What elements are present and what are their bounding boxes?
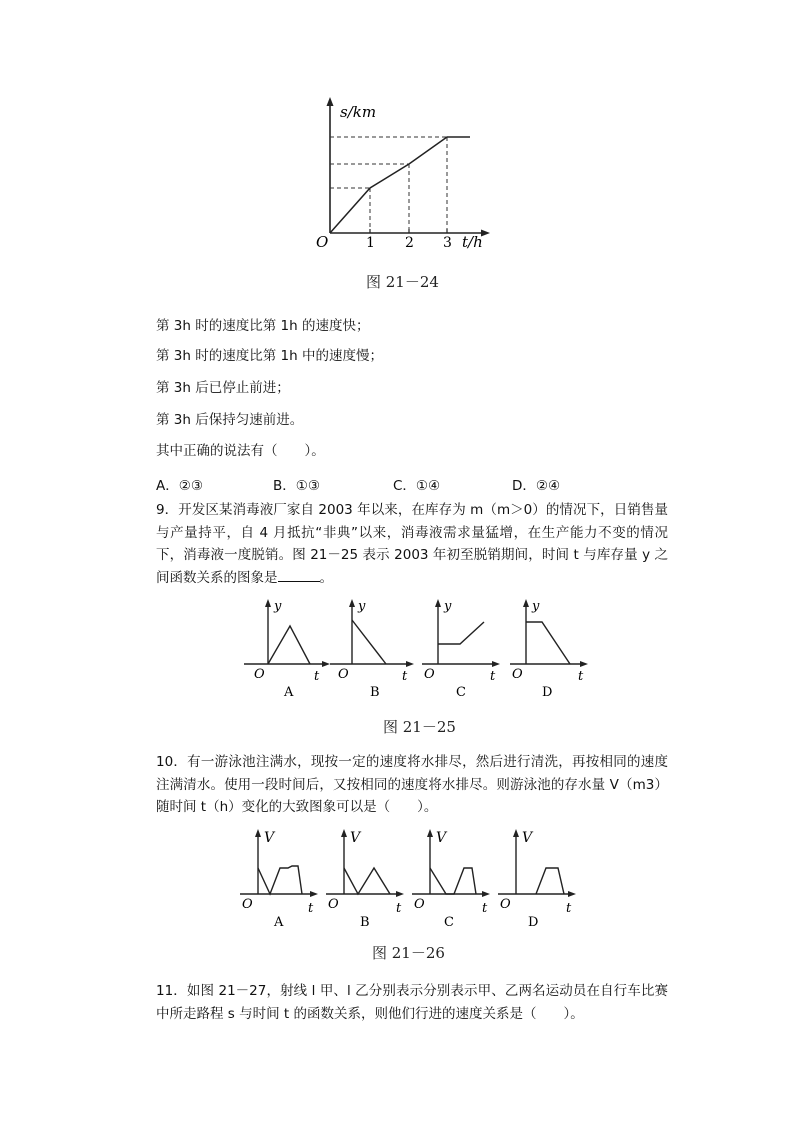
figure-21-24-caption: 图 21－24 — [366, 273, 439, 291]
q8-option-d: D．②④ — [512, 478, 561, 494]
y-axis-label: s/km — [340, 103, 377, 121]
graph-26-c — [412, 829, 490, 930]
graph-26-c-origin: O — [414, 897, 425, 912]
statement-2: 第 3h 时的速度比第 1h 中的速度慢； — [156, 348, 383, 364]
graph-26-c-v: V — [436, 830, 447, 846]
graph-26-c-t: t — [482, 901, 488, 916]
graph-25-d-y: y — [532, 599, 540, 614]
graph-26-d-v: V — [522, 830, 533, 846]
graph-26-a-label: A — [274, 915, 284, 930]
graph-26-d-t: t — [566, 901, 572, 916]
dashed-guides — [330, 137, 447, 233]
graph-26-a-origin: O — [242, 897, 253, 912]
q8-option-b: B．①③ — [273, 478, 320, 494]
graph-25-d — [510, 599, 588, 700]
figure-21-25-caption: 图 21－25 — [383, 718, 456, 736]
figure-21-26-caption: 图 21－26 — [372, 944, 445, 962]
graph-26-d — [498, 829, 576, 930]
graph-25-d-origin: O — [512, 667, 523, 682]
graph-25-b-origin: O — [338, 667, 349, 682]
graph-25-c-label: C — [456, 685, 466, 700]
graph-25-b-t: t — [402, 669, 408, 684]
graph-25-a-t: t — [314, 669, 320, 684]
answer-blank — [278, 567, 320, 582]
graph-25-b — [330, 599, 414, 700]
question-9-tail: 。 — [319, 569, 333, 586]
question-9-text: 9．开发区某消毒液厂家自 2003 年以来，在库存为 m（m＞0）的情况下，日销售量与产量持平，自 4 月抵抗“非典”以来，消毒液需求量猛增，在生产能力不变的情况下，消毒液一度脱销。图 21－25 表示 2003 年初至脱销期间，时间 t 与库存量 y 之间函数关系的图象是 — [156, 502, 668, 586]
q8-option-a: A．②③ — [156, 478, 203, 494]
graph-26-b-origin: O — [328, 897, 339, 912]
question-10: 10．有一游泳池注满水，现按一定的速度将水排尽，然后进行清洗，再按相同的速度注满清水。使用一段时间后，又按相同的速度将水排尽。则游泳池的存水量 V（m3）随时间 t（h）变化的大致图象可以是（ ）。 — [156, 754, 668, 815]
x-axis-label: t/h — [462, 233, 483, 251]
figure-21-25-graphs — [238, 598, 594, 702]
statement-1: 第 3h 时的速度比第 1h 的速度快； — [156, 318, 370, 334]
x-tick-2: 2 — [405, 235, 414, 251]
graph-25-b-label: B — [370, 685, 380, 700]
graph-26-a-v: V — [264, 830, 275, 846]
graph-25-c-t: t — [490, 669, 496, 684]
graph-26-d-origin: O — [500, 897, 511, 912]
graph-26-b-t: t — [396, 901, 402, 916]
graph-26-b-label: B — [360, 915, 370, 930]
graph-25-c — [422, 599, 500, 700]
figure-21-26-graphs — [236, 828, 586, 934]
graph-25-b-y: y — [358, 599, 366, 614]
x-tick-3: 3 — [443, 235, 452, 251]
graph-25-a-y: y — [274, 599, 282, 614]
graph-25-a-label: A — [284, 685, 294, 700]
distance-line — [330, 137, 470, 233]
graph-25-d-label: D — [542, 685, 553, 700]
statement-3: 第 3h 后已停止前进； — [156, 380, 290, 396]
statement-4: 第 3h 后保持匀速前进。 — [156, 412, 304, 428]
graph-26-b-v: V — [350, 830, 361, 846]
graph-25-c-origin: O — [424, 667, 435, 682]
question-11: 11．如图 21－27，射线 l 甲、l 乙分别表示分别表示甲、乙两名运动员在自行车比赛中所走路程 s 与时间 t 的函数关系，则他们行进的速度关系是（ ）。 — [156, 983, 668, 1022]
graph-26-a-t: t — [308, 901, 314, 916]
origin-label: O — [316, 233, 329, 251]
graph-26-d-label: D — [528, 915, 539, 930]
graph-25-a-origin: O — [254, 667, 265, 682]
graph-25-c-y: y — [444, 599, 452, 614]
x-tick-1: 1 — [366, 235, 375, 251]
question-9 — [156, 499, 668, 589]
q8-option-c: C．①④ — [393, 478, 441, 494]
graph-26-a — [240, 829, 318, 930]
graph-26-c-label: C — [444, 915, 454, 930]
graph-25-d-t: t — [578, 669, 584, 684]
graph-25-a — [244, 599, 330, 700]
graph-26-b — [326, 829, 404, 930]
q8-prompt: 其中正确的说法有（ ）。 — [156, 443, 325, 459]
y-axis-arrow — [327, 97, 334, 106]
figure-21-24-graph — [290, 95, 490, 255]
